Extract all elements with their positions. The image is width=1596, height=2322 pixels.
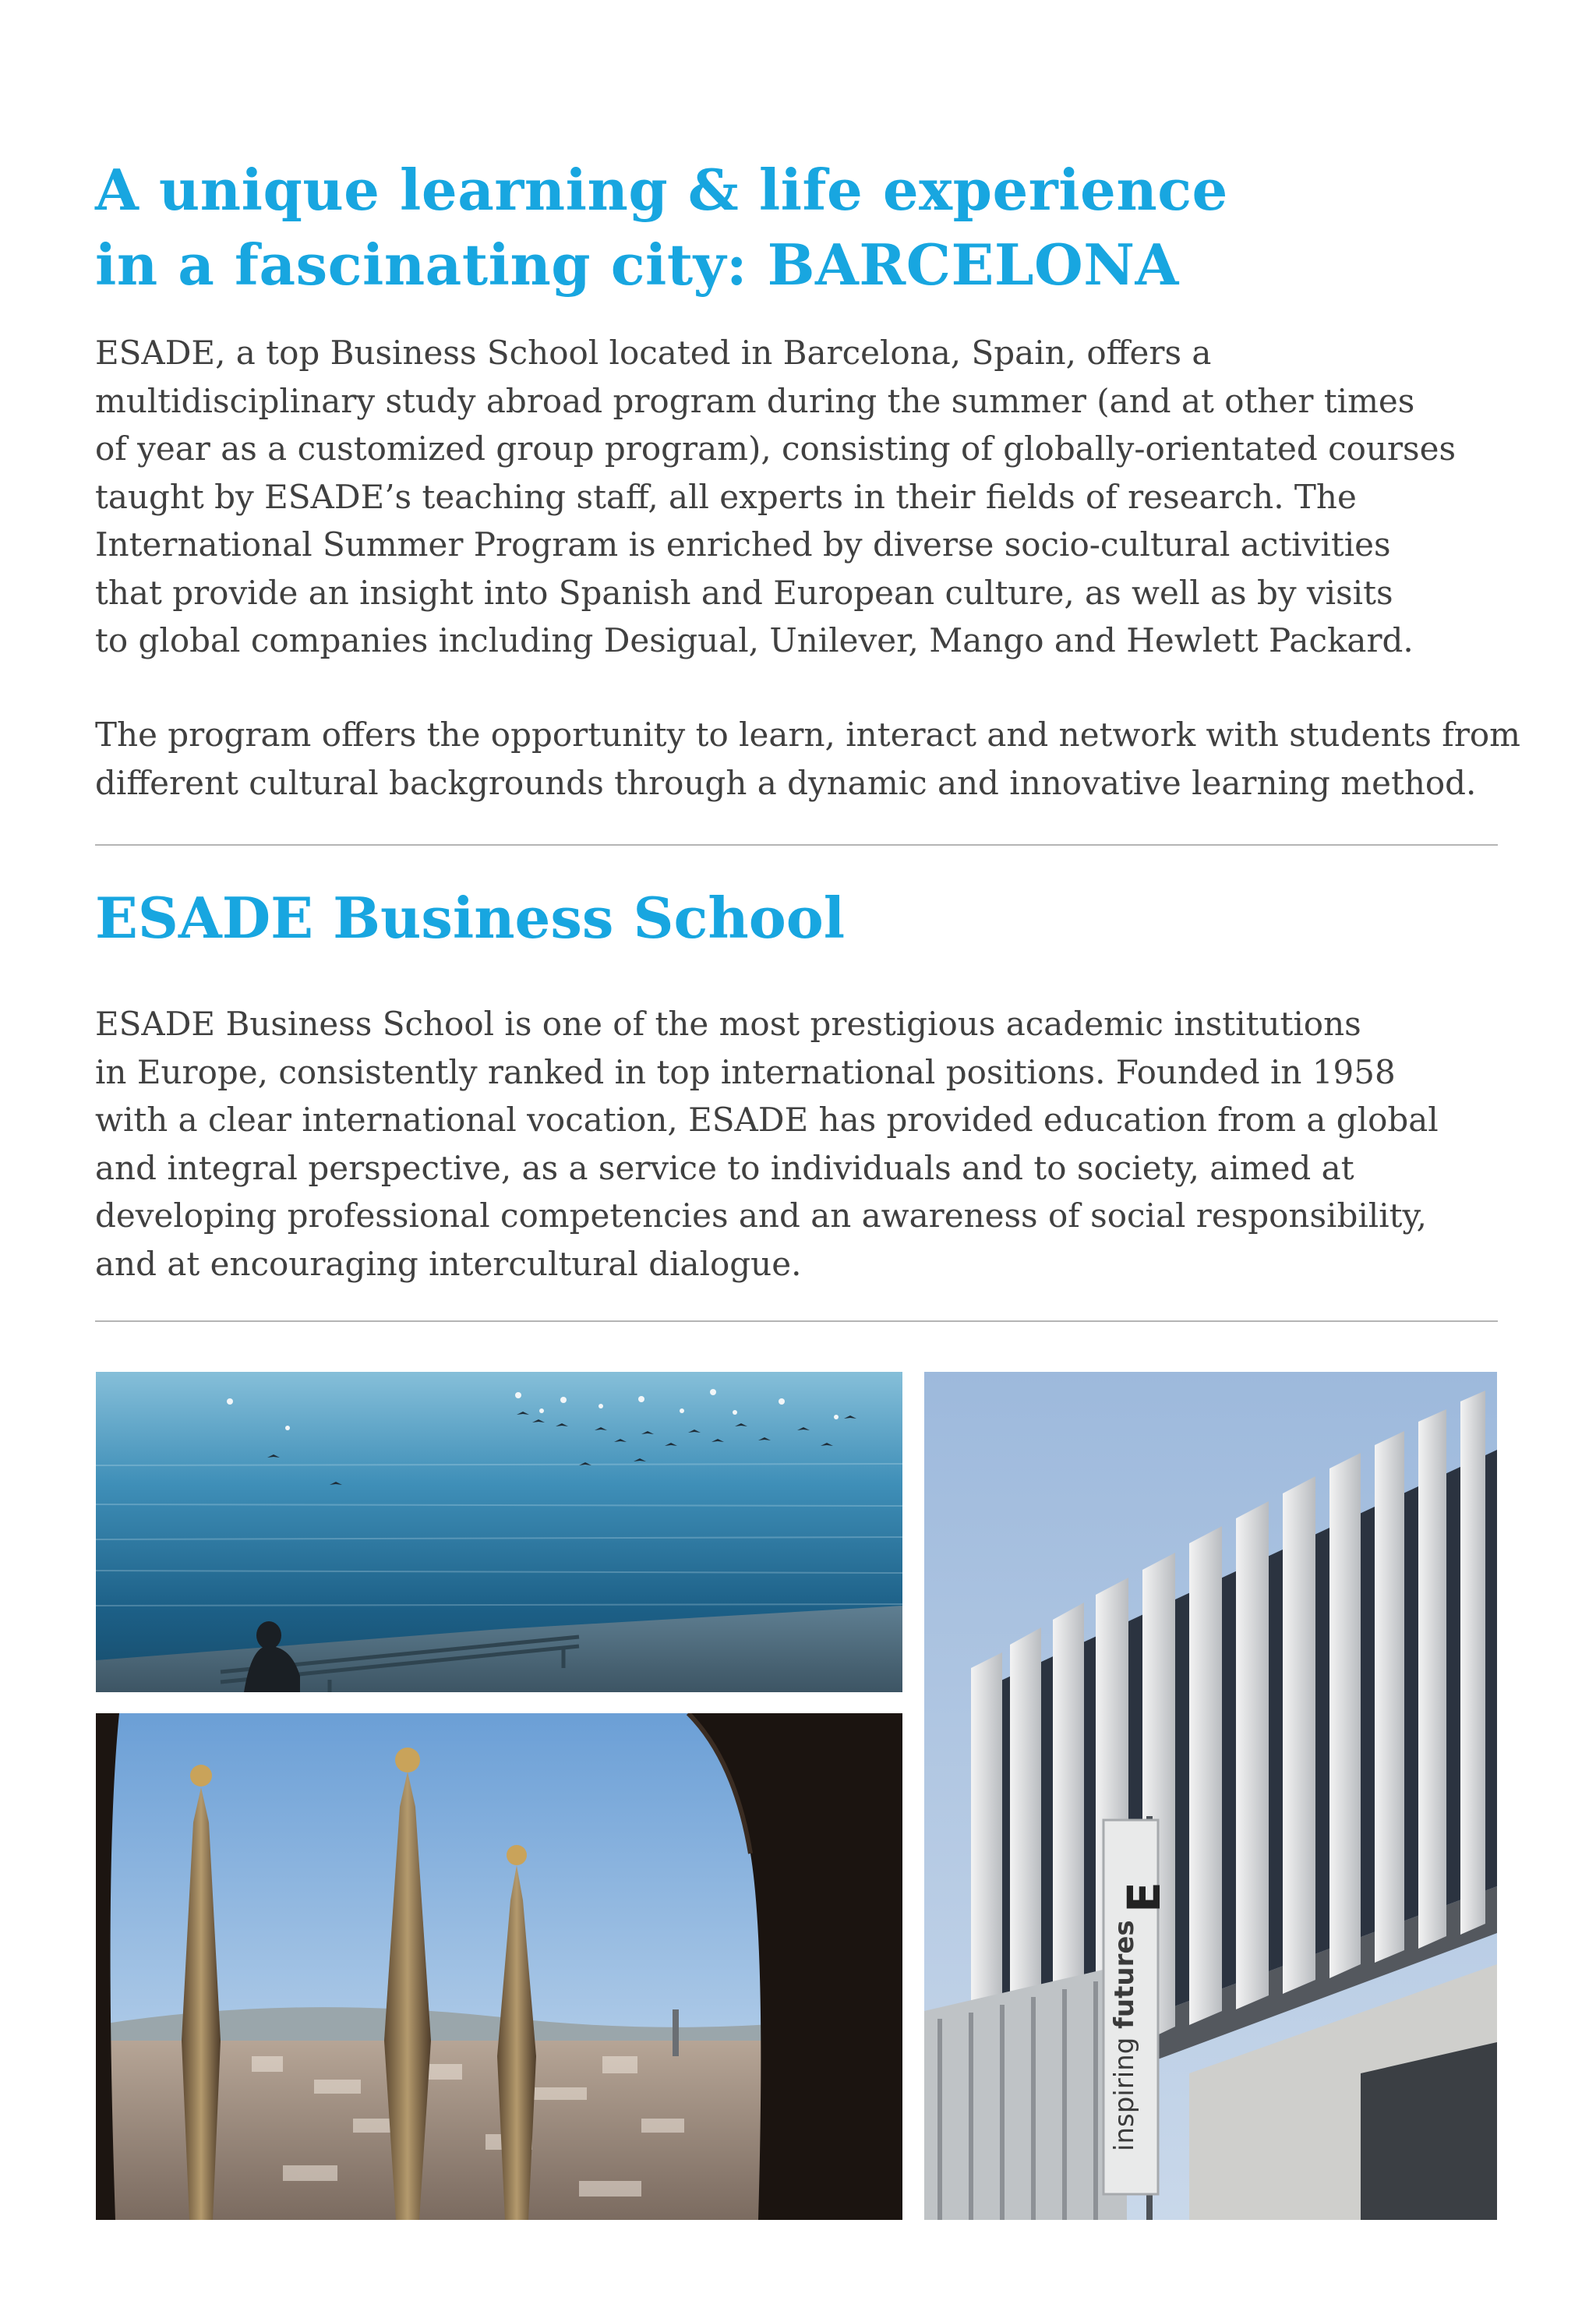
section-divider [95,844,1498,846]
esade-logo-mark: E [1117,1882,1171,1913]
sign-text-bold: futures [1109,1920,1140,2029]
sea-photo [96,1372,902,1692]
esade-building-photo [924,1372,1497,2220]
intro-title [95,153,1498,302]
school-paragraph [95,1000,1498,1288]
text-line: with a clear international vocation, ESADE has provided education from a global [95,1101,1439,1139]
text-line: ESADE Business School is one of the most prestigious academic institutions [95,1005,1361,1043]
text-line: to global companies including Desigual, Unilever, Mango and Hewlett Packard. [95,621,1414,659]
text-line: ESADE, a top Business School located in Barcelona, Spain, offers a [95,334,1212,372]
text-line: different cultural backgrounds through a dynamic and innovative learning method. [95,763,1477,802]
sign-text-light: inspiring [1109,2028,1140,2151]
text-line: that provide an insight into Spanish and European culture, as well as by visits [95,573,1393,612]
text-line: developing professional competencies and an awareness of social responsibility, [95,1196,1428,1235]
intro-title-line: A unique learning & life experience [95,157,1228,223]
text-line: and integral perspective, as a service to individuals and to society, aimed at [95,1148,1354,1187]
intro-paragraph-1 [95,329,1498,665]
text-line: in Europe, consistently ranked in top international positions. Founded in 1958 [95,1052,1396,1091]
intro-paragraph-2 [95,711,1521,807]
text-line: International Summer Program is enriched by diverse socio-cultural activities [95,525,1391,564]
text-line: multidisciplinary study abroad program during the summer (and at other times [95,381,1415,420]
text-line: and at encouraging intercultural dialogue. [95,1244,802,1283]
section-divider [95,1320,1498,1322]
intro-title-line: in a fascinating city: BARCELONA [95,231,1179,298]
intro-section [95,153,1498,302]
text-line: of year as a customized group program), consisting of globally-orientated courses [95,429,1457,468]
text-line: taught by ESADE’s teaching staff, all experts in their fields of research. The [95,477,1357,516]
spires-photo [96,1713,902,2220]
inspiring-futures-sign [1109,1920,1163,2151]
text-line: The program offers the opportunity to learn, interact and network with students from [95,716,1521,754]
school-title: ESADE Business School [95,885,846,951]
